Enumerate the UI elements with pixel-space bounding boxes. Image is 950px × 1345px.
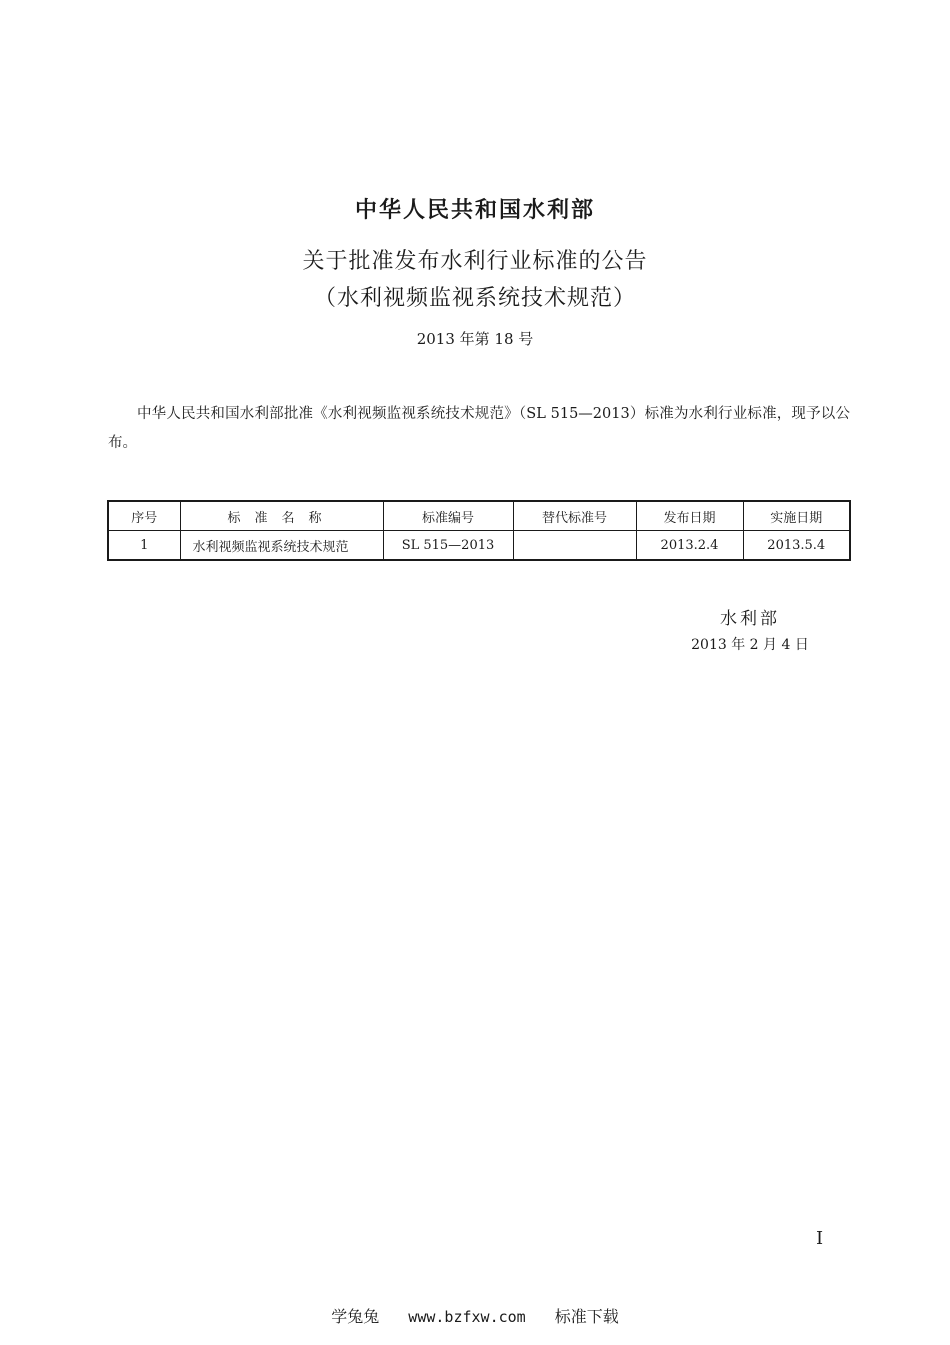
col-header-replaced: 替代标准号 bbox=[513, 501, 636, 531]
standards-table bbox=[107, 500, 851, 561]
notice-body-text: 中华人民共和国水利部批准《水利视频监视系统技术规范》（SL 515—2013）标准为水利行业标准，现予以公布。 bbox=[108, 406, 850, 451]
notice-number: 2013 年第 18 号 bbox=[416, 330, 534, 348]
footer bbox=[0, 1304, 950, 1327]
cell-index: 1 bbox=[108, 531, 180, 561]
signature-date: 2013 年 2 月 4 日 bbox=[691, 637, 809, 653]
table-header-row bbox=[108, 501, 850, 531]
col-header-effective-date: 实施日期 bbox=[743, 501, 850, 531]
cell-publish-date: 2013.2.4 bbox=[636, 531, 743, 561]
table-row bbox=[108, 531, 850, 561]
col-header-code: 标准编号 bbox=[383, 501, 513, 531]
cell-effective-date: 2013.5.4 bbox=[743, 531, 850, 561]
col-header-publish-date: 发布日期 bbox=[636, 501, 743, 531]
ministry-title: 中华人民共和国水利部 bbox=[354, 197, 595, 223]
col-header-index: 序号 bbox=[108, 501, 180, 531]
cell-code: SL 515—2013 bbox=[383, 531, 513, 561]
footer-url[interactable]: www.bzfxw.com bbox=[408, 1308, 526, 1326]
notice-title: 关于批准发布水利行业标准的公告 bbox=[302, 249, 648, 274]
col-header-name: 标准名称 bbox=[180, 501, 383, 531]
footer-tagline: 标准下载 bbox=[554, 1307, 619, 1326]
footer-site-name: 学兔兔 bbox=[331, 1307, 380, 1326]
cell-replaced bbox=[513, 531, 636, 561]
notice-subtitle: （水利视频监视系统技术规范） bbox=[313, 286, 636, 311]
cell-name: 水利视频监视系统技术规范 bbox=[180, 531, 383, 561]
signatory-org: 水利部 bbox=[720, 609, 780, 629]
page-number: I bbox=[816, 1228, 824, 1249]
